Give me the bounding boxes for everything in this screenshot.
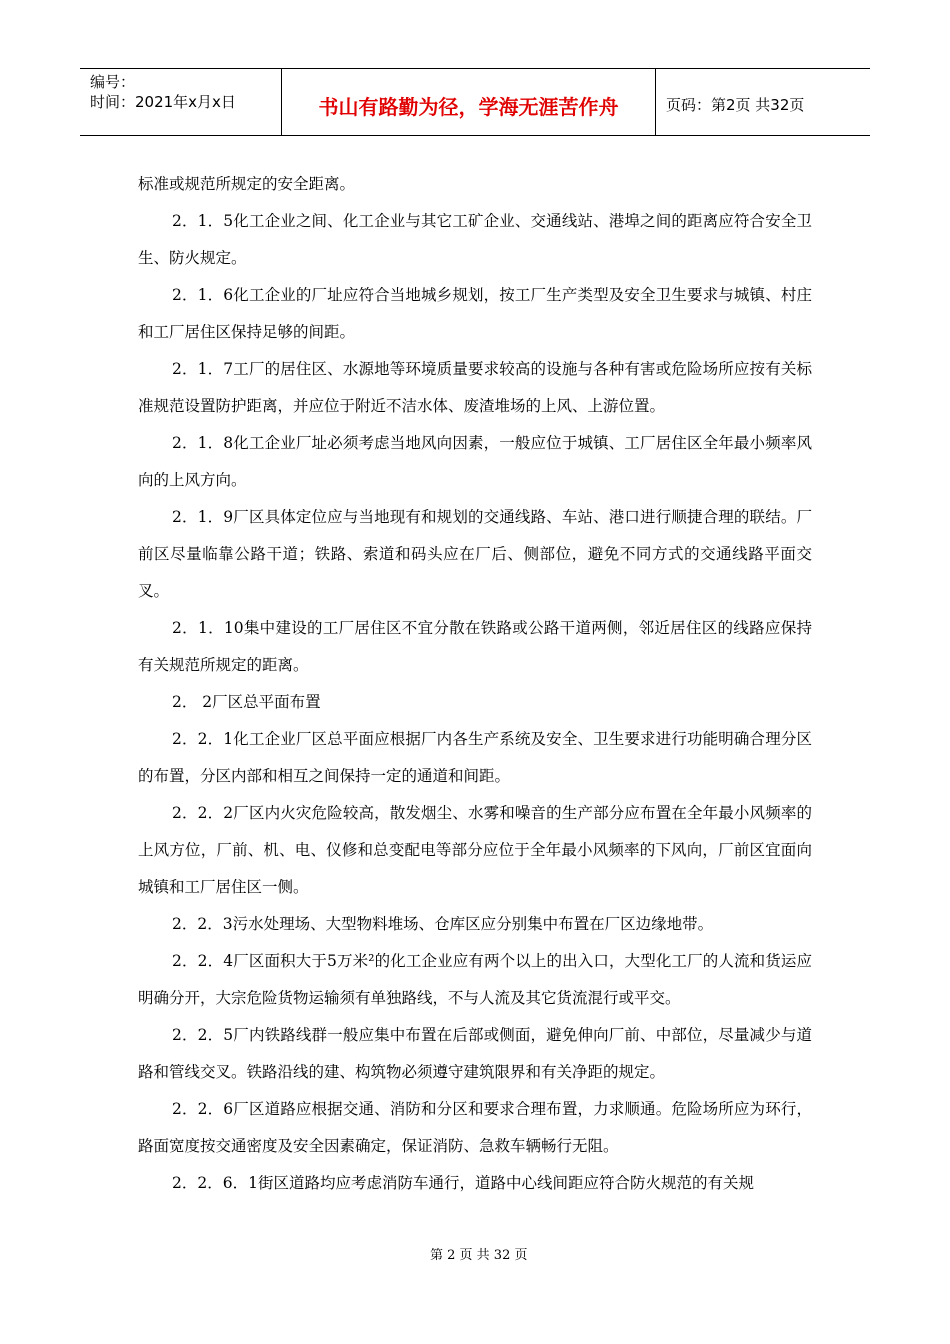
paragraph: 2．1．5化工企业之间、化工企业与其它工矿企业、交通线站、港埠之间的距离应符合安全卫生、防火规定。: [138, 212, 812, 267]
paragraph: 2．1．6化工企业的厂址应符合当地城乡规划，按工厂生产类型及安全卫生要求与城镇、村庄和工厂居住区保持足够的间距。: [138, 286, 812, 341]
header-motto: 书山有路勤为径，学海无涯苦作舟: [282, 69, 656, 135]
time-label: 时间：2021年x月x日: [90, 93, 236, 111]
paragraph: 标准或规范所规定的安全距离。: [138, 175, 356, 193]
code-label: 编号：: [90, 73, 136, 91]
paragraph: 2．1．7工厂的居住区、水源地等环境质量要求较高的设施与各种有害或危险场所应按有关标准规范设置防护距离，并应位于附近不洁水体、废渣堆场的上风、上游位置。: [138, 360, 812, 415]
paragraph: 2．2．6．1街区道路均应考虑消防车通行，道路中心线间距应符合防火规范的有关规: [172, 1174, 754, 1192]
paragraph: 2．2．2厂区内火灾危险较高，散发烟尘、水雾和噪音的生产部分应布置在全年最小风频率的上风方位，厂前、机、电、仪修和总变配电等部分应位于全年最小风频率的下风向，厂前区宜面向城镇和工厂居住区一侧。: [138, 804, 812, 896]
page-header: [80, 68, 870, 136]
paragraph: 2．1．8化工企业厂址必须考虑当地风向因素，一般应位于城镇、工厂居住区全年最小频率风向的上风方向。: [138, 434, 812, 489]
paragraph: 2． 2厂区总平面布置: [172, 693, 321, 711]
paragraph: 2．1．10集中建设的工厂居住区不宜分散在铁路或公路干道两侧，邻近居住区的线路应保持有关规范所规定的距离。: [138, 619, 812, 674]
paragraph: 2．2．3污水处理场、大型物料堆场、仓库区应分别集中布置在厂区边缘地带。: [172, 915, 714, 933]
paragraph: 2．1．9厂区具体定位应与当地现有和规划的交通线路、车站、港口进行顺捷合理的联结。厂前区尽量临靠公路干道；铁路、索道和码头应在厂后、侧部位，避免不同方式的交通线路平面交叉。: [138, 508, 812, 600]
header-meta: [80, 69, 282, 135]
paragraph: 2．2．5厂内铁路线群一般应集中布置在后部或侧面，避免伸向厂前、中部位，尽量减少与道路和管线交叉。铁路沿线的建、构筑物必须遵守建筑限界和有关净距的规定。: [138, 1026, 812, 1081]
paragraph: 2．2．1化工企业厂区总平面应根据厂内各生产系统及安全、卫生要求进行功能明确合理分区的布置，分区内部和相互之间保持一定的通道和间距。: [138, 730, 812, 785]
paragraph: 2．2．6厂区道路应根据交通、消防和分区和要求合理布置，力求顺通。危险场所应为环行，路面宽度按交通密度及安全因素确定，保证消防、急救车辆畅行无阻。: [138, 1100, 812, 1155]
header-page-info: 页码：第2页 共32页: [666, 95, 805, 114]
document-body: [138, 166, 812, 1202]
paragraph: 2．2．4厂区面积大于5万米²的化工企业应有两个以上的出入口，大型化工厂的人流和货运应明确分开，大宗危险货物运输须有单独路线，不与人流及其它货流混行或平交。: [138, 952, 812, 1007]
page-footer: 第 2 页 共 32 页: [430, 1248, 528, 1263]
